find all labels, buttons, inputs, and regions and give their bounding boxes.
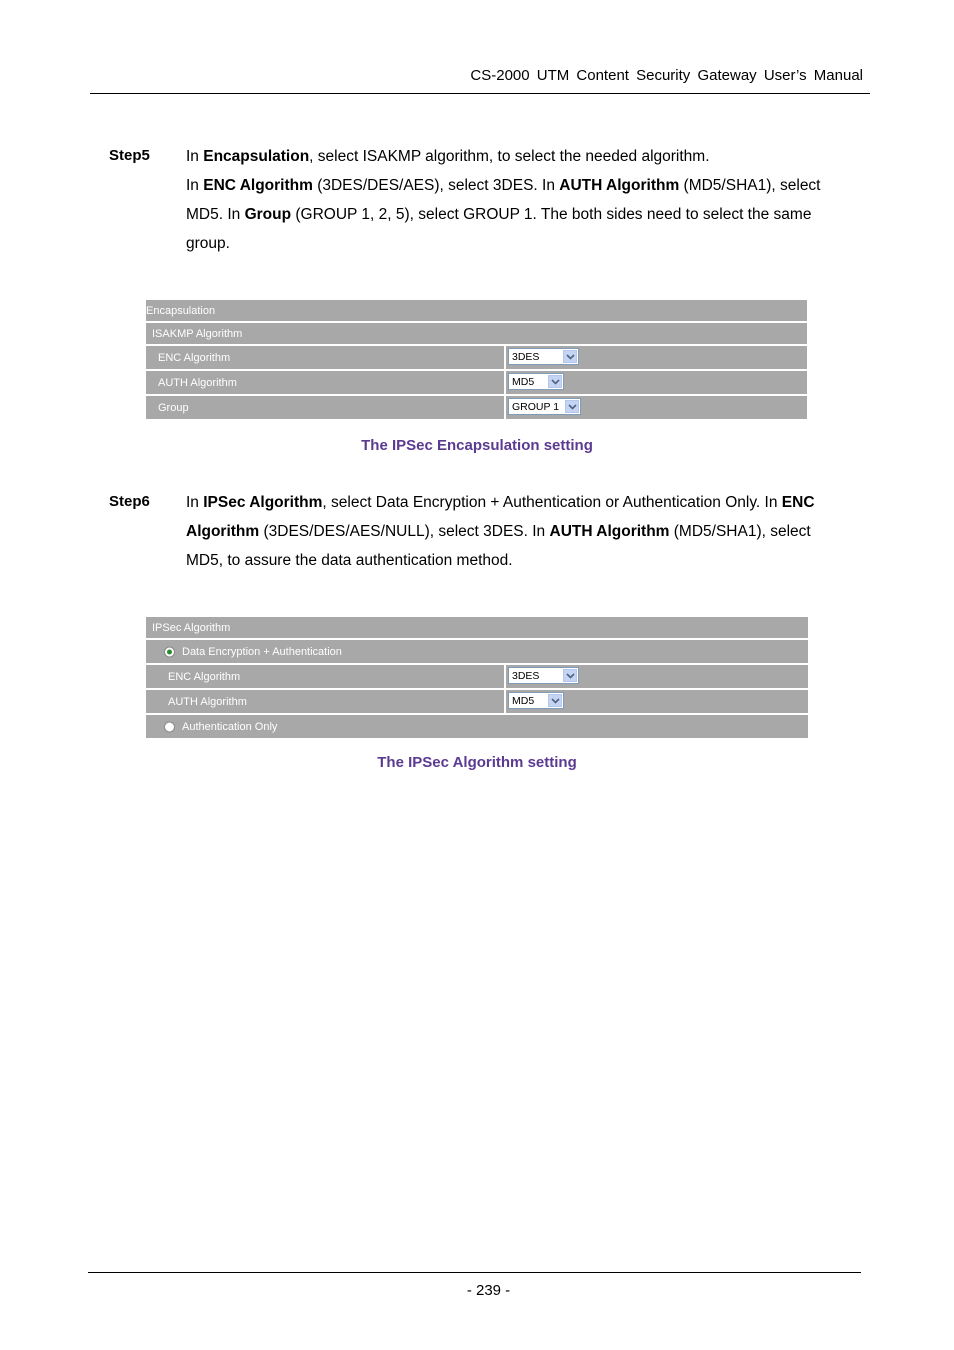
bold-term: ENC Algorithm: [203, 177, 313, 194]
step6-label: Step6: [109, 493, 150, 510]
header-rule: [90, 93, 870, 94]
bold-term: IPSec Algorithm: [203, 494, 323, 511]
bold-term: ENC: [781, 494, 815, 511]
ipsec-title-row: [146, 617, 808, 640]
bold-term: Group: [244, 206, 292, 223]
bold-term: AUTH Algorithm: [549, 523, 670, 540]
bold-term: Encapsulation: [203, 148, 310, 165]
enc-algorithm-value: 3DES: [512, 351, 540, 363]
ipsec-auth-algorithm-row: [146, 690, 808, 715]
enc-algorithm-label: ENC Algorithm: [158, 351, 231, 364]
enc-algorithm-select[interactable]: [508, 348, 579, 365]
chevron-down-icon: [563, 669, 577, 682]
ipsec-algorithm-caption: The IPSec Algorithm setting: [377, 754, 577, 771]
step6-line: MD5, to assure the data authentication method.: [186, 552, 513, 569]
data-enc-auth-label: Data Encryption + Authentication: [182, 645, 342, 658]
encapsulation-caption: The IPSec Encapsulation setting: [361, 437, 593, 454]
step5-line: In Encapsulation, select ISAKMP algorithm, to select the needed algorithm.: [186, 148, 710, 165]
data-enc-auth-radio[interactable]: [164, 646, 175, 657]
step6-line: Algorithm (3DES/DES/AES/NULL), select 3DES. In AUTH Algorithm (MD5/SHA1), select: [186, 523, 811, 540]
auth-algorithm-row: [146, 371, 807, 396]
auth-algorithm-value: MD5: [512, 376, 535, 388]
ipsec-algorithm-panel: [146, 617, 808, 738]
chevron-down-icon: [548, 375, 562, 388]
step5-text: [186, 142, 846, 258]
enc-algorithm-row: [146, 346, 807, 371]
group-row: [146, 396, 807, 419]
ipsec-auth-algorithm-label: AUTH Algorithm: [168, 695, 247, 708]
auth-only-radio[interactable]: [164, 721, 175, 732]
document-header-title: CS-2000 UTM Content Security Gateway User’s Manual: [470, 67, 863, 84]
ipsec-auth-algorithm-select[interactable]: [508, 692, 564, 709]
group-label: Group: [158, 401, 189, 414]
data-enc-auth-option-row[interactable]: [146, 640, 808, 665]
group-select[interactable]: [508, 398, 581, 415]
step5-label: Step5: [109, 147, 150, 164]
auth-only-label: Authentication Only: [182, 720, 278, 733]
encapsulation-panel: [146, 300, 807, 419]
ipsec-enc-algorithm-label: ENC Algorithm: [168, 670, 241, 683]
step5-line: In ENC Algorithm (3DES/DES/AES), select 3DES. In AUTH Algorithm (MD5/SHA1), select: [186, 177, 821, 194]
step6-text: [186, 488, 846, 575]
ipsec-enc-algorithm-row: [146, 665, 808, 690]
ipsec-title: IPSec Algorithm: [152, 621, 231, 634]
encapsulation-title: Encapsulation: [146, 304, 216, 317]
bold-term: AUTH Algorithm: [559, 177, 680, 194]
chevron-down-icon: [565, 400, 579, 413]
isakmp-row: [146, 323, 807, 346]
auth-algorithm-select[interactable]: [508, 373, 564, 390]
step6-line: In IPSec Algorithm, select Data Encryption + Authentication or Authentication Only. In ENC: [186, 494, 815, 511]
ipsec-enc-algorithm-value: 3DES: [512, 670, 540, 682]
auth-only-option-row[interactable]: [146, 715, 808, 738]
bold-term: Algorithm: [186, 523, 260, 540]
chevron-down-icon: [563, 350, 577, 363]
ipsec-auth-algorithm-value: MD5: [512, 695, 535, 707]
group-value: GROUP 1: [512, 401, 560, 413]
isakmp-label: ISAKMP Algorithm: [152, 327, 243, 340]
encapsulation-title-row: [146, 300, 807, 323]
chevron-down-icon: [548, 694, 562, 707]
step5-line: group.: [186, 235, 230, 252]
auth-algorithm-label: AUTH Algorithm: [158, 376, 237, 389]
step5-line: MD5. In Group (GROUP 1, 2, 5), select GROUP 1. The both sides need to select the same: [186, 206, 812, 223]
footer-rule: [88, 1272, 861, 1273]
ipsec-enc-algorithm-select[interactable]: [508, 667, 579, 684]
page-number: - 239 -: [466, 1282, 511, 1299]
